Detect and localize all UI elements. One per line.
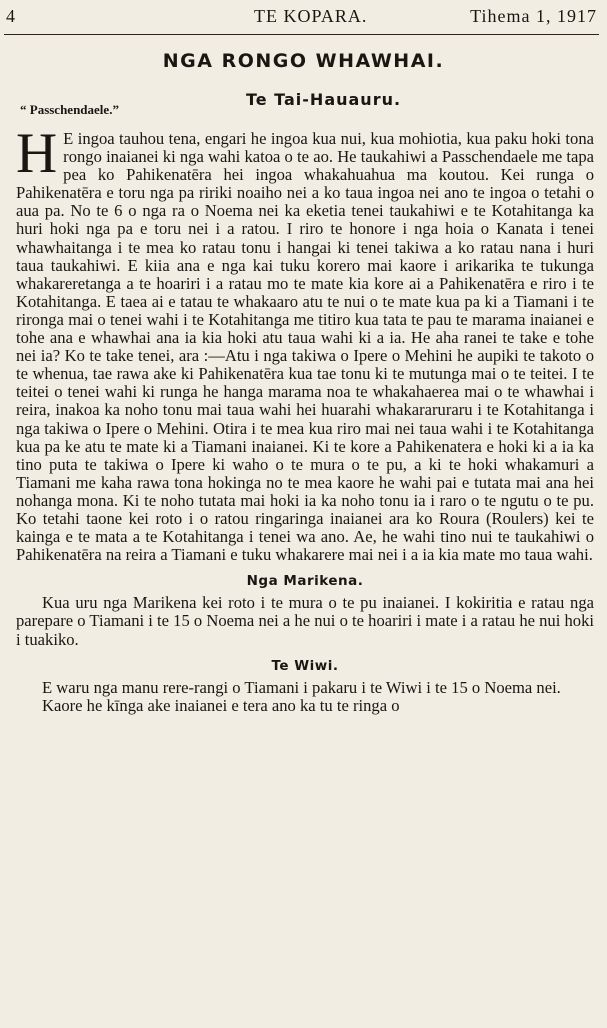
section-text-marikena: Kua uru nga Marikena kei roto i te mura o te pu inaianei. I kokiritia e ratau nga parepare o Tiamani i te 15 o Noema nei a he nui o te hoariri i mate i a ratau he nui hoki i tuakiko. — [16, 593, 594, 649]
running-header — [6, 6, 597, 30]
header-rule — [4, 34, 599, 35]
section-heading-wiwi: Te Wiwi. — [271, 657, 339, 674]
lead-paragraph-text: E ingoa tauhou tena, engari he ingoa kua nui, kua mohiotia, kua paku hoki tona rongo inaianei ki nga wahi katoa o te ao. He taukahiwi a Passchendaele me tapa pea ko Pahikenatēra hei ingoa whakahuahua ma koutou. Kei runga o Pahikenatēra e toru nga pa ririki noaiho nei a ko taua ingoa nei ano te ingoa o tetahi o aua pa. No te 6 o nga ra o Noema nei ka eketia tenei taukahiwi e te Kotahitanga ka huri hoki nga pa e toru nei i a ratou. I riro te honore i nga hoia o Kanata i tenei whawhaitanga i te mea ko ratau tonu i hangai ki tenei takiwa a ko ratau nana i huri taua taukahiwi. E kiia ana e nga kai tuku korero mai kaore i arikarika te tukunga whakareretanga a te hoariri i a ratau mo te mate kia kore ai a Pahikenatēra e riro i te Kotahitanga. E taea ai e tatau te whakaaro atu te nui o te mate kua pa ki a Tiamani i te rironga mai o tenei wahi i te Kotahitanga me titiro kua tata te pau te marama inaianei e tohe ana e whawhai ana ia kia hoki atu taua wahi ki a ia. He aha ranei te take e tohe nei ia? Ko te take tenei, ara :—Atu i nga takiwa o Ipere o Mehini he aupiki te takoto o te whenua, tae rawa ake ki Pahikenatēra kua tae tonu ki te mutunga mai o te teitei. I te teitei o tenei wahi ki runga he hanga marama noa te whakahaerea mai o te whawhai i reira, inakoa ka noho tonu mai taua wahi hei huarahi whakararuraru i te Kotahitanga i nga takiwa o Ipere o Mehini. Otira i te mea kua riro mai nei taua wahi i te Kotahitanga kua pa ke atu te mate ki a Tiamani inaianei. Ki te kore a Pahikenatera e hoki ki a ia ka tino puta te takiwa o Ipere ki waho o te mura o te pu, a ki te hoki whakamuri a Tiamani me kaha rawa tona hokinga no te mea kaore he wahi pai e tutata mai ana hei nohanga mona. Ki te noho tutata mai hoki ia ka noho tonu ia i raro o te ngutu o te pu. Ko tetahi taone kei roto i o ratou ringaringa inaianei ara ko Roura (Roulers) kei te kainga e te mata a te Kotahitanga i tenei wa ano. Ae, he wahi tino nui te taukahiwi o Pahikenatēra na reira a Tiamani e tuku whakarere mai nei i a ia kia mate mo taua wahi. — [16, 129, 594, 565]
page-number: 4 — [6, 6, 16, 26]
article-dateline: “ Passchendaele.” — [20, 102, 119, 117]
section-heading-marikena: Nga Marikena. — [246, 573, 364, 590]
drop-cap: H — [16, 122, 58, 185]
section-text-wiwi-1: E waru nga manu rere-rangi o Tiamani i pakaru i te Wiwi i te 15 o Noema nei. — [42, 677, 561, 697]
article-body — [16, 122, 594, 715]
paper-name: TE KOPARA. — [254, 6, 368, 26]
issue-date: Tihema 1, 1917 — [470, 6, 597, 26]
article-subtitle: Te Tai-Hauauru. — [245, 90, 402, 109]
lead-paragraph — [16, 122, 594, 565]
section-text-wiwi-2: Kaore he kīnga ake inaianei e tera ano ka tu te ringa o — [42, 695, 400, 715]
article-title: NGA RONGO WHAWHAI. — [162, 50, 445, 72]
